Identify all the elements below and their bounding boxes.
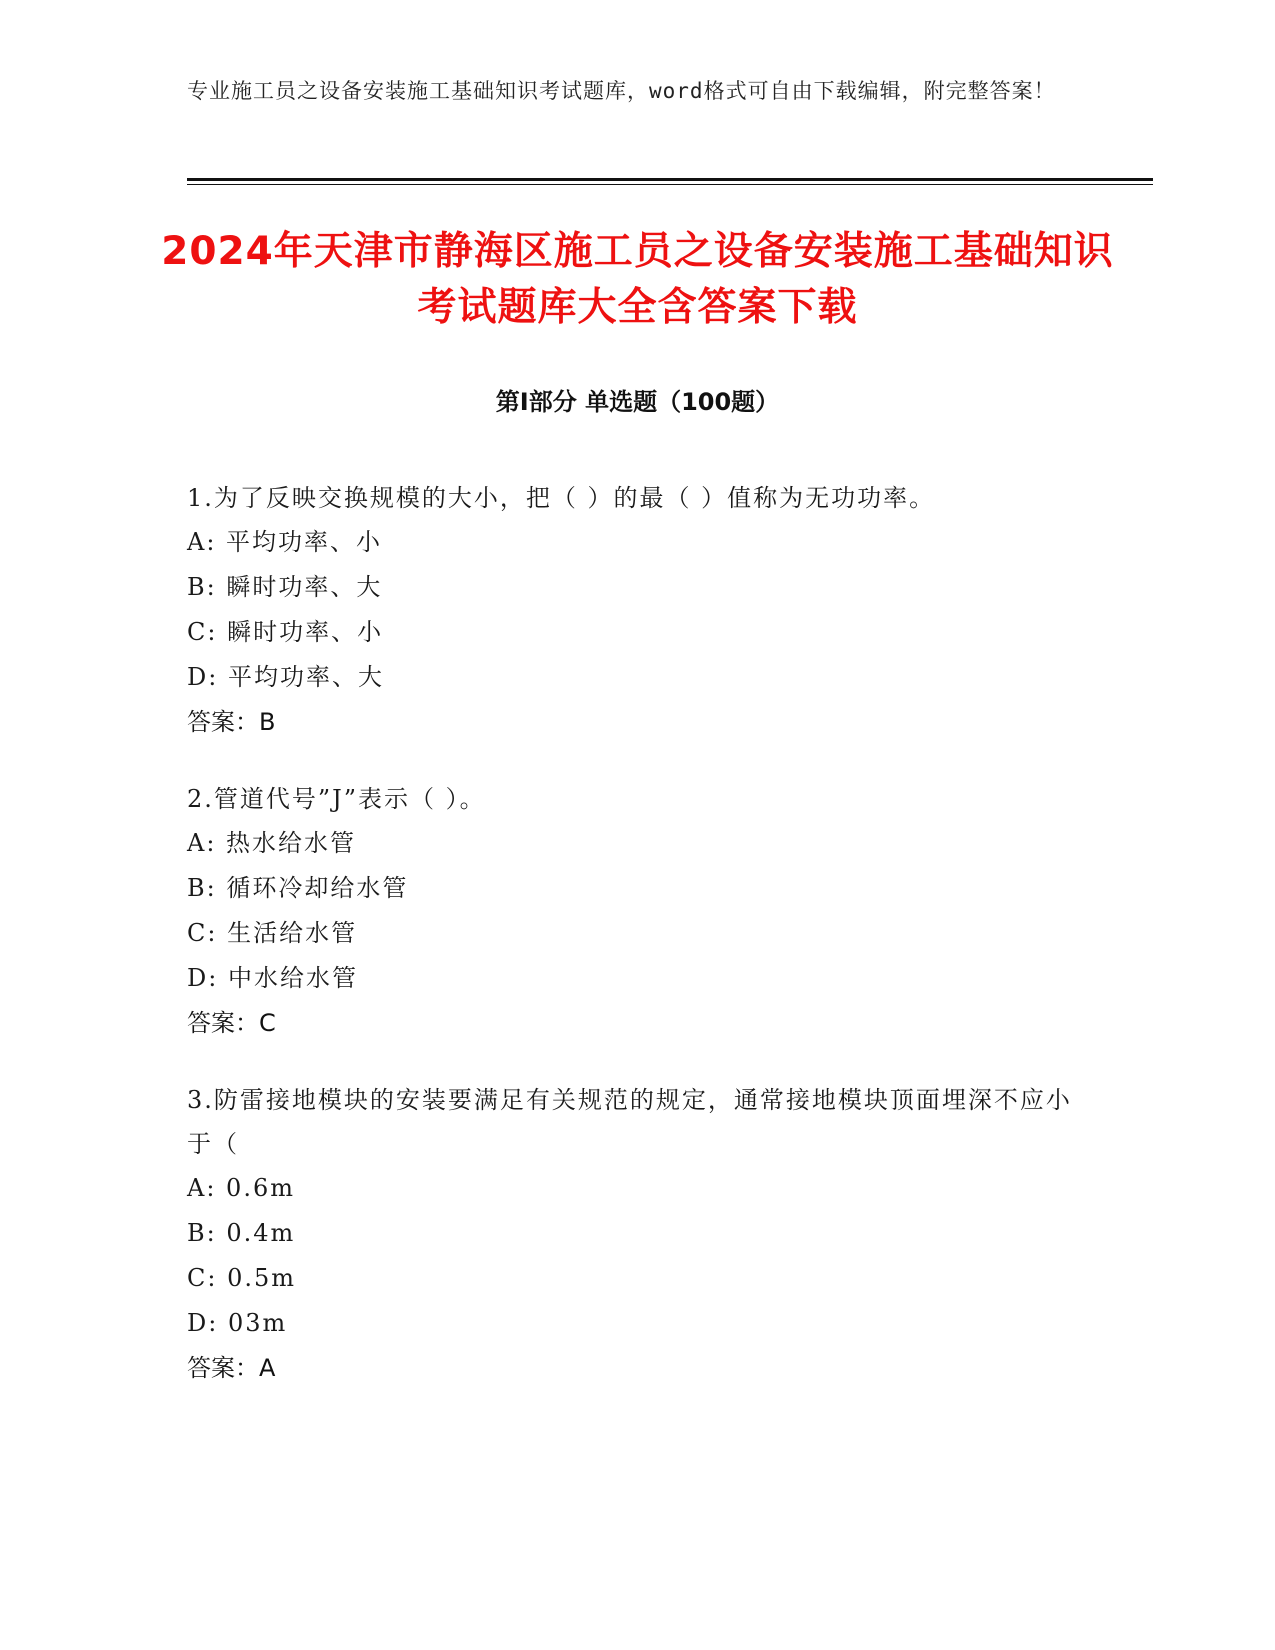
question-stem: 1.为了反映交换规模的大小，把（ ）的最（ ）值称为无功功率。 bbox=[187, 484, 936, 512]
option-c: C: 0.5m bbox=[187, 1264, 297, 1292]
header-rule-thick bbox=[187, 178, 1153, 181]
option-c: C: 瞬时功率、小 bbox=[187, 618, 384, 646]
question-list bbox=[187, 476, 1087, 1423]
option-b: B: 0.4m bbox=[187, 1219, 296, 1247]
option-a: A: 热水给水管 bbox=[187, 829, 357, 857]
answer: 答案：A bbox=[187, 1354, 276, 1382]
question-stem: 3.防雷接地模块的安装要满足有关规范的规定，通常接地模块顶面埋深不应小于（ bbox=[187, 1086, 1072, 1158]
option-a: A: 平均功率、小 bbox=[187, 528, 383, 556]
document-title: 2024年天津市静海区施工员之设备安装施工基础知识考试题库大全含答案下载 bbox=[161, 229, 1114, 330]
header-note: 专业施工员之设备安装施工基础知识考试题库，word格式可自由下载编辑，附完整答案！ bbox=[187, 79, 1056, 103]
option-d: D: 平均功率、大 bbox=[187, 663, 384, 691]
answer: 答案：C bbox=[187, 1009, 276, 1037]
option-d: D: 中水给水管 bbox=[187, 964, 358, 992]
option-b: B: 循环冷却给水管 bbox=[187, 874, 409, 902]
option-a: A: 0.6m bbox=[187, 1174, 295, 1202]
header-rule-thin bbox=[187, 184, 1153, 185]
option-c: C: 生活给水管 bbox=[187, 919, 358, 947]
question-1 bbox=[187, 476, 1087, 745]
question-stem: 2.管道代号”J”表示（ ）。 bbox=[187, 785, 486, 813]
option-d: D: 03m bbox=[187, 1309, 288, 1337]
answer: 答案：B bbox=[187, 708, 276, 736]
section-title: 第Ⅰ部分 单选题（100题） bbox=[495, 388, 780, 416]
question-3 bbox=[187, 1078, 1087, 1391]
question-2 bbox=[187, 777, 1087, 1046]
option-b: B: 瞬时功率、大 bbox=[187, 573, 383, 601]
